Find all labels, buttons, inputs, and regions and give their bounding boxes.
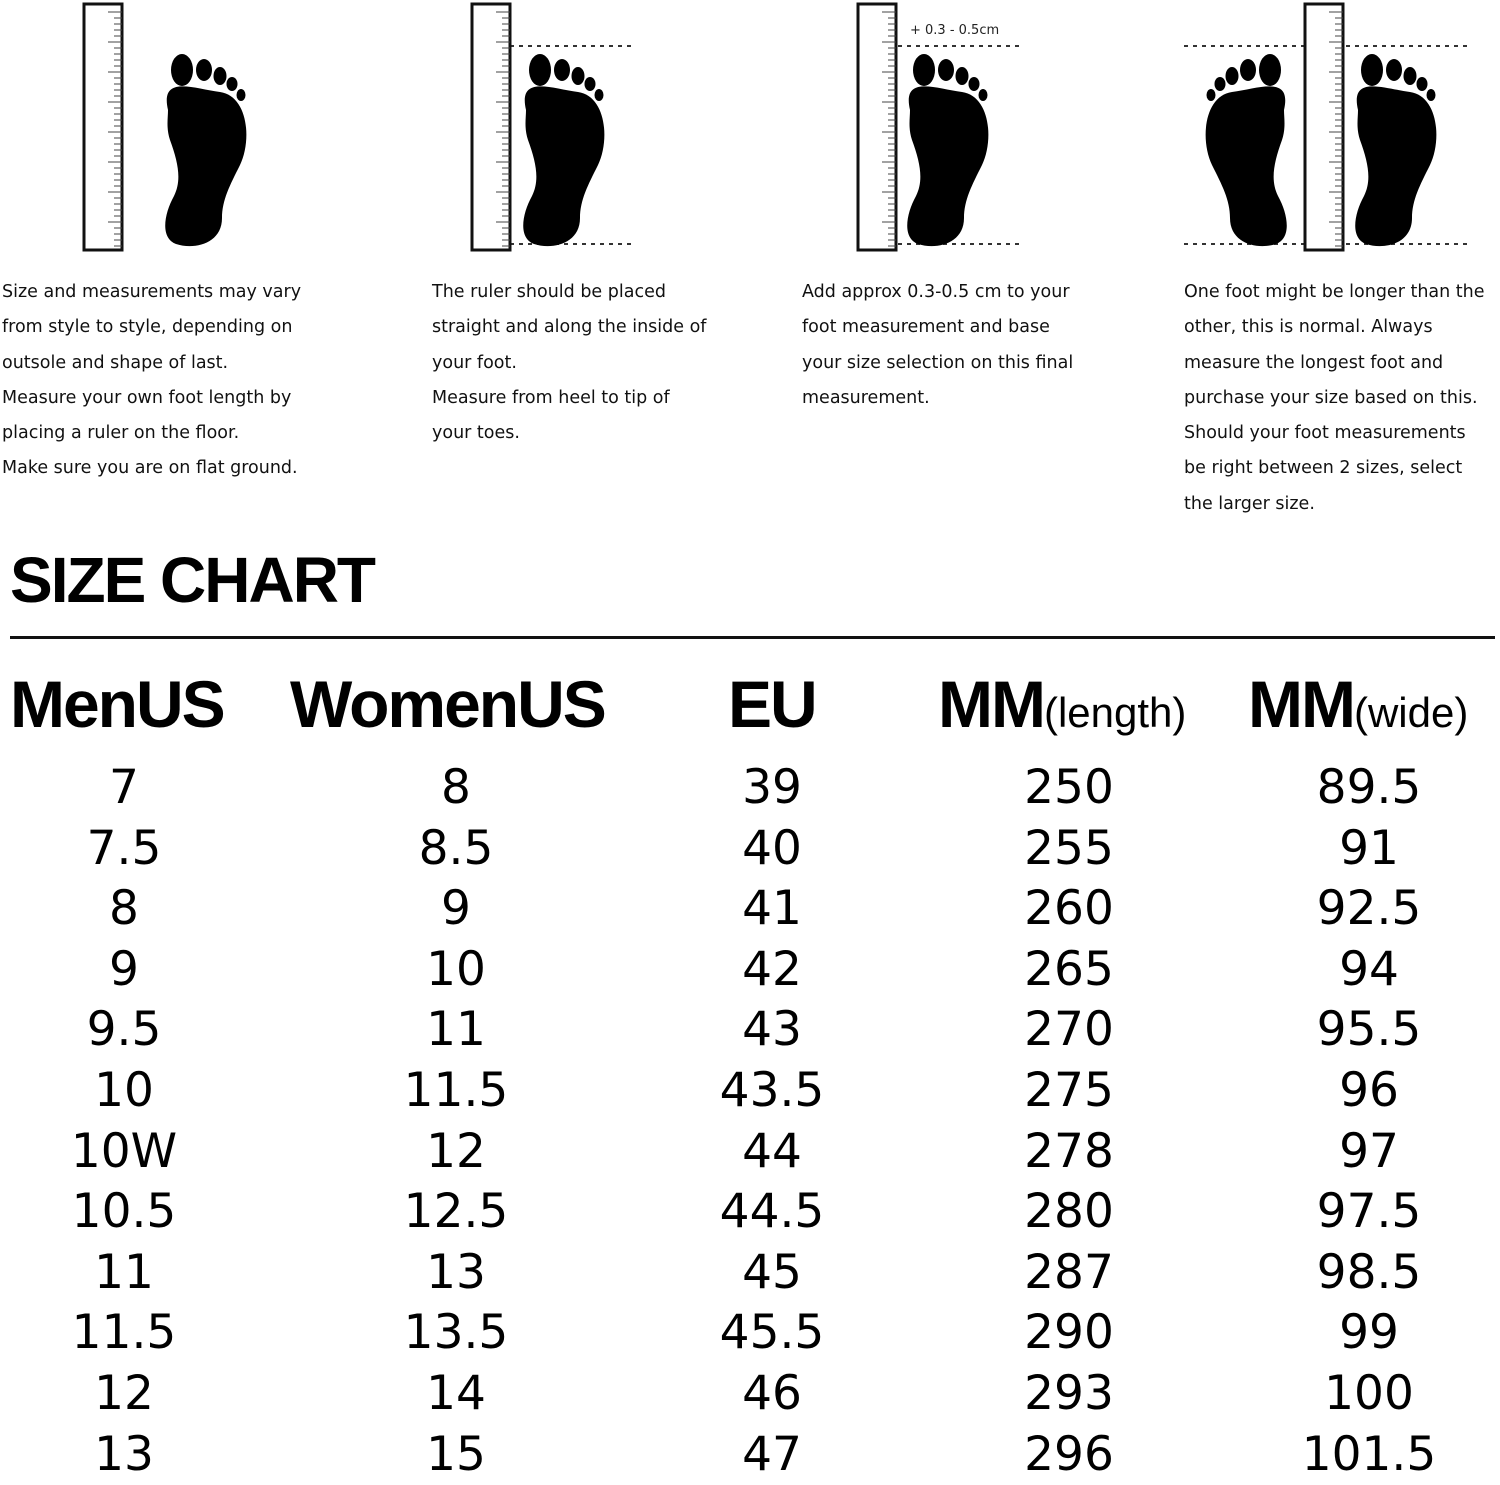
cell-mm-length: 287: [1024, 1244, 1114, 1300]
header-label: MenUS: [10, 667, 224, 741]
cell-men-us: 9.5: [86, 1002, 162, 1058]
instruction-line: placing a ruler on the floor.: [2, 423, 240, 444]
table-row: [0, 879, 1500, 940]
cell-mm-length: 265: [1024, 941, 1114, 997]
instruction-line: measurement.: [802, 387, 930, 408]
cell-mm-wide: 97: [1339, 1123, 1399, 1179]
instruction-line: straight and along the inside of: [432, 317, 707, 338]
instruction-line: One foot might be longer than the: [1184, 282, 1485, 302]
header-men-us: [10, 668, 224, 740]
cell-mm-wide: 92.5: [1316, 881, 1422, 937]
left-foot-icon: [1206, 54, 1287, 246]
cell-eu: 46: [742, 1365, 802, 1421]
instruction-text: [432, 275, 706, 451]
header-sublabel: (length): [1043, 689, 1187, 736]
cell-mm-wide: 97.5: [1316, 1184, 1422, 1240]
instruction-line: your size selection on this final: [802, 352, 1074, 373]
header-label: WomenUS: [290, 667, 605, 741]
cell-mm-length: 290: [1024, 1305, 1114, 1361]
cell-mm-wide: 99: [1339, 1305, 1399, 1361]
cell-women-us: 9: [441, 881, 471, 937]
table-row: [0, 1425, 1500, 1485]
right-foot-icon: [907, 54, 988, 246]
instruction-text: [2, 275, 301, 487]
header-label: MM: [938, 667, 1044, 741]
cell-mm-length: 260: [1024, 881, 1114, 937]
instruction-line: your toes.: [432, 423, 520, 444]
cell-mm-wide: 100: [1324, 1365, 1414, 1421]
cell-men-us: 12: [94, 1365, 154, 1421]
cell-mm-wide: 98.5: [1316, 1244, 1422, 1300]
header-women-us: [290, 668, 605, 740]
title-divider: [10, 636, 1495, 639]
table-row: [0, 758, 1500, 819]
cell-eu: 45.5: [719, 1305, 825, 1361]
ruler: [84, 4, 122, 250]
cell-mm-wide: 94: [1339, 941, 1399, 997]
cell-women-us: 12.5: [403, 1184, 509, 1240]
cell-mm-length: 296: [1024, 1426, 1114, 1482]
cell-mm-length: 293: [1024, 1365, 1114, 1421]
cell-men-us: 8: [109, 881, 139, 937]
header-eu: [728, 668, 816, 740]
cell-women-us: 8: [441, 760, 471, 815]
cell-women-us: 12: [426, 1123, 486, 1179]
cell-women-us: 11.5: [403, 1062, 509, 1118]
instruction-line: Size and measurements may vary: [2, 282, 302, 302]
instruction-line: The ruler should be placed: [432, 282, 666, 302]
ruler: [1305, 4, 1343, 250]
header-label: MM: [1248, 667, 1354, 741]
foot-ruler-illustration: [780, 0, 1180, 260]
instruction-line: Should your foot measurements: [1184, 423, 1466, 444]
cell-eu: 40: [742, 820, 802, 876]
instruction-line: the larger size.: [1184, 493, 1315, 514]
tolerance-annotation: + 0.3 - 0.5cm: [910, 23, 1000, 38]
size-table-body: [0, 758, 1500, 1485]
cell-men-us: 10.5: [71, 1184, 177, 1240]
cell-eu: 43: [742, 1002, 802, 1058]
instruction-line: outsole and shape of last.: [2, 352, 229, 373]
right-foot-icon: [165, 54, 246, 246]
cell-eu: 47: [742, 1426, 802, 1482]
instruction-line: your foot.: [432, 352, 517, 373]
both-feet-ruler-illustration: [1180, 0, 1500, 260]
cell-mm-length: 255: [1024, 820, 1114, 876]
cell-men-us: 7: [109, 760, 139, 815]
cell-eu: 43.5: [719, 1062, 825, 1118]
table-row: [0, 1122, 1500, 1183]
instruction-line: Add approx 0.3-0.5 cm to your: [802, 282, 1070, 302]
cell-mm-length: 280: [1024, 1184, 1114, 1240]
cell-mm-length: 275: [1024, 1062, 1114, 1118]
header-label: EU: [728, 667, 816, 741]
instruction-line: purchase your size based on this.: [1184, 387, 1478, 408]
cell-women-us: 13: [426, 1244, 486, 1300]
table-row: [0, 1182, 1500, 1243]
table-row: [0, 1000, 1500, 1061]
instruction-line: Make sure you are on flat ground.: [2, 458, 298, 479]
instruction-panel-1: [0, 0, 380, 530]
cell-mm-wide: 91: [1339, 820, 1399, 876]
cell-eu: 42: [742, 941, 802, 997]
instruction-line: foot measurement and base: [802, 317, 1050, 338]
table-row: [0, 819, 1500, 880]
instruction-line: Measure from heel to tip of: [432, 387, 670, 408]
cell-men-us: 7.5: [86, 820, 162, 876]
cell-women-us: 13.5: [403, 1305, 509, 1361]
cell-men-us: 13: [94, 1426, 154, 1482]
cell-men-us: 10W: [70, 1123, 178, 1179]
cell-men-us: 11.5: [71, 1305, 177, 1361]
header-sublabel: (wide): [1353, 689, 1469, 736]
cell-eu: 39: [742, 760, 802, 815]
cell-mm-wide: 89.5: [1316, 760, 1422, 815]
cell-men-us: 10: [94, 1062, 154, 1118]
cell-eu: 41: [742, 881, 802, 937]
ruler: [858, 4, 896, 250]
cell-mm-wide: 96: [1339, 1062, 1399, 1118]
table-row: [0, 1061, 1500, 1122]
instruction-panel-2: [380, 0, 780, 530]
instruction-line: other, this is normal. Always: [1184, 317, 1433, 338]
right-foot-icon: [1355, 54, 1436, 246]
cell-eu: 44: [742, 1123, 802, 1179]
right-foot-icon: [523, 54, 604, 246]
table-row: [0, 1243, 1500, 1304]
table-row: [0, 1364, 1500, 1425]
table-row: [0, 1303, 1500, 1364]
cell-women-us: 8.5: [418, 820, 494, 876]
cell-eu: 45: [742, 1244, 802, 1300]
size-chart-title: SIZE CHART: [10, 544, 374, 616]
foot-ruler-illustration: [380, 0, 780, 260]
table-row: [0, 940, 1500, 1001]
instruction-line: from style to style, depending on: [2, 317, 293, 338]
instruction-line: measure the longest foot and: [1184, 352, 1444, 373]
cell-mm-wide: 95.5: [1316, 1002, 1422, 1058]
header-mm-wide: [1248, 668, 1468, 749]
ruler: [472, 4, 510, 250]
instruction-text: [1184, 275, 1485, 522]
cell-mm-length: 278: [1024, 1123, 1114, 1179]
instruction-panel-3: [780, 0, 1180, 530]
cell-women-us: 15: [426, 1426, 486, 1482]
cell-women-us: 11: [426, 1002, 486, 1058]
foot-ruler-illustration: [0, 0, 380, 260]
instruction-line: be right between 2 sizes, select: [1184, 458, 1463, 479]
cell-women-us: 14: [426, 1365, 486, 1421]
instruction-text: [802, 275, 1073, 416]
instruction-panel-4: [1180, 0, 1500, 530]
instruction-line: Measure your own foot length by: [2, 387, 292, 408]
cell-mm-length: 250: [1024, 760, 1114, 815]
cell-men-us: 9: [109, 941, 139, 997]
cell-mm-wide: 101.5: [1301, 1426, 1437, 1482]
cell-men-us: 11: [94, 1244, 154, 1300]
cell-eu: 44.5: [719, 1184, 825, 1240]
cell-mm-length: 270: [1024, 1002, 1114, 1058]
cell-women-us: 10: [426, 941, 486, 997]
header-mm-length: [938, 668, 1186, 749]
